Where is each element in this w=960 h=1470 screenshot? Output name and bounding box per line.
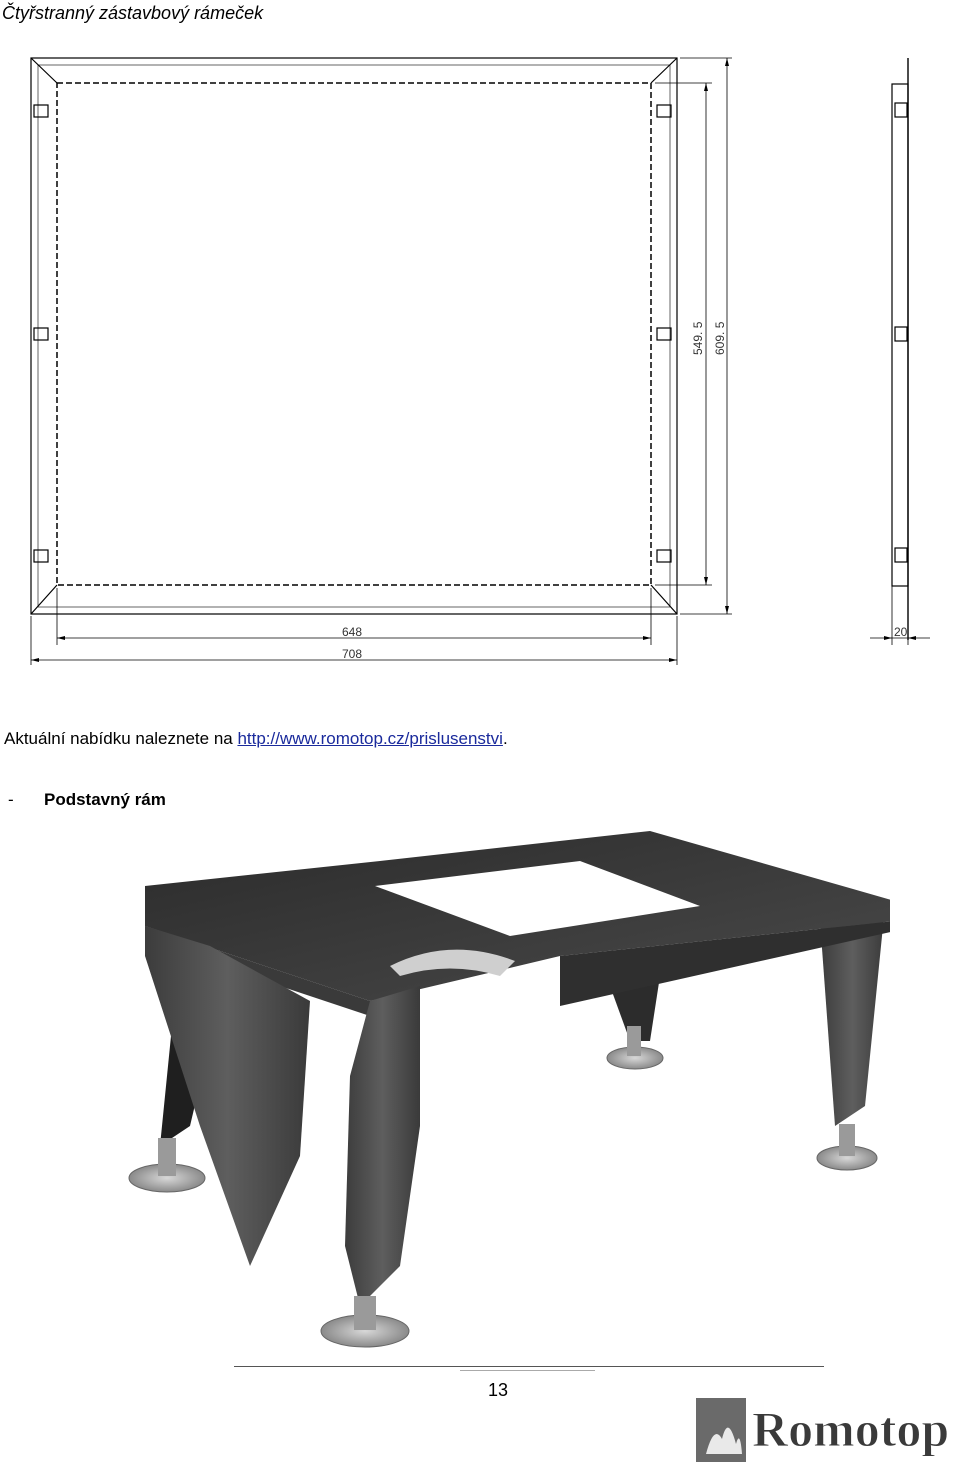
bevel-tr — [651, 58, 677, 83]
offer-text: Aktuální nabídku naleznete na — [4, 729, 238, 748]
inner-opening-outline — [57, 83, 651, 585]
dim-inner-height: 549. 5 — [691, 321, 705, 355]
bevel-bl — [31, 585, 57, 614]
bullet-dash: - — [8, 790, 14, 809]
bevel-br — [651, 585, 677, 614]
mounting-tab — [895, 548, 907, 562]
offer-note — [4, 729, 508, 749]
offer-tail: . — [502, 729, 508, 748]
dim-outer-height: 609. 5 — [713, 321, 727, 355]
footer-rule-short — [460, 1370, 595, 1371]
stand-frame-illustration — [120, 826, 890, 1356]
page-title: Čtyřstranný zástavbový rámeček — [2, 3, 264, 23]
mounting-tab — [657, 105, 671, 117]
mounting-tab — [34, 550, 48, 562]
logo-brand-text: Romotop — [752, 1401, 950, 1457]
mounting-tab — [895, 103, 907, 117]
mounting-tab — [657, 550, 671, 562]
footer-rule — [234, 1366, 824, 1367]
romotop-logo — [694, 1394, 958, 1466]
accessories-link[interactable]: http://www.romotop.cz/prislusenstvi — [237, 729, 503, 748]
mounting-tab — [895, 327, 907, 341]
frame-technical-drawing — [0, 40, 960, 670]
page-number: 13 — [488, 1380, 509, 1400]
mounting-tab — [34, 328, 48, 340]
mounting-tab — [34, 105, 48, 117]
dim-depth: 20 — [894, 625, 908, 639]
section-bullet — [8, 790, 166, 810]
front-right-leg — [345, 986, 420, 1306]
dim-inner-width: 648 — [342, 625, 363, 639]
mounting-tab — [657, 328, 671, 340]
bevel-tl — [31, 58, 57, 83]
outer-frame-outline — [31, 58, 677, 614]
dim-outer-width: 708 — [342, 647, 363, 661]
section-heading: Podstavný rám — [44, 790, 166, 809]
